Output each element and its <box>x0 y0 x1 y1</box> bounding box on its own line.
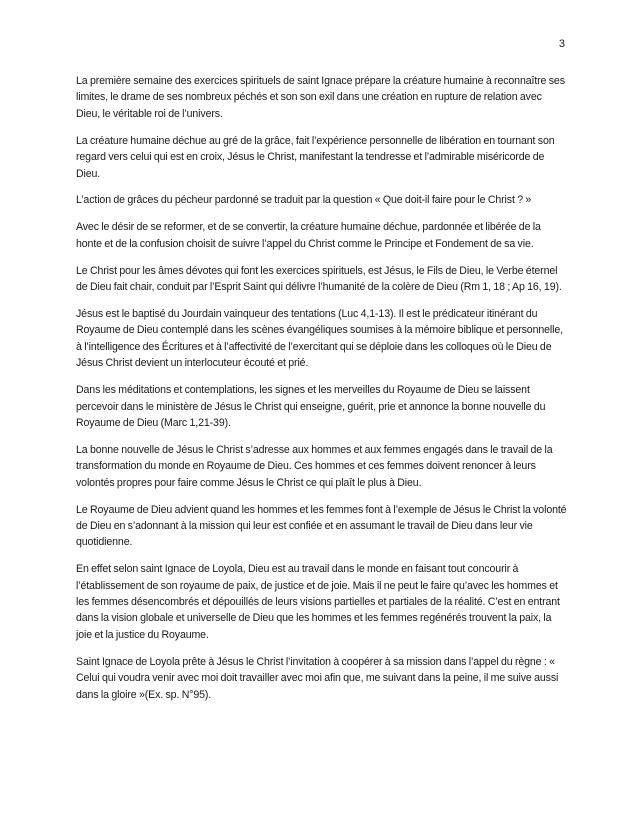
document-body <box>76 73 568 714</box>
paragraph-3: L’action de grâces du pécheur pardonné se traduit par la question « Que doit-il faire pour le Christ ? » <box>76 194 532 207</box>
paragraph-9: Le Royaume de Dieu advient quand les hommes et les femmes font à l’exemple de Jésus le Christ la volonté de Dieu en s’adonnant à la mission qui leur est confiée et en assumant le travail de Dieu dans leur vie quotidienne. <box>76 503 567 549</box>
paragraph-8: La bonne nouvelle de Jésus le Christ s’adresse aux hommes et aux femmes engagés dans le travail de la transformation du monde en Royaume de Dieu. Ces hommes et ces femmes doivent renoncer à leurs volontés propres pour faire comme Jésus le Christ ce qui plaît le plus à Dieu. <box>76 443 553 489</box>
paragraph-10: En effet selon saint Ignace de Loyola, Dieu est au travail dans le monde en faisant tout concourir à l’établissement de son royaume de paix, de justice et de joie. Mais il ne peut le faire qu’avec les hommes et les femmes désencombrés et dépouillés de leurs visions partielles et partiales de la réalité. C’est en entrant dans la vision globale et universelle de Dieu que les hommes et les femmes regénérés trouvent la paix, la joie et la justice du Royaume. <box>76 563 560 641</box>
paragraph-2: La créature humaine déchue au gré de la grâce, fait l’expérience personnelle de libération en tournant son regard vers celui qui est en croix, Jésus le Christ, manifestant la tendresse et l’admirable miséricorde de Dieu. <box>76 134 555 180</box>
paragraph-7: Dans les méditations et contemplations, les signes et les merveilles du Royaume de Dieu se laissent percevoir dans le ministère de Jésus le Christ qui enseigne, guérit, prie et annonce la bonne nouvelle du Royaume de Dieu (Marc 1,21-39). <box>76 384 546 429</box>
paragraph-1: La première semaine des exercices spirituels de saint Ignace prépare la créature humaine à reconnaître ses limites, le drame de ses nombreux péchés et son son exil dans une création en rupture de relation avec Dieu, le véritable roi de l’univers. <box>76 75 565 120</box>
paragraph-4: Avec le désir de se reformer, et de se convertir, la créature humaine déchue, pardonnée et libérée de la honte et de la confusion choisit de suivre l’appel du Christ comme le Principe et Fondement de sa vie. <box>76 221 541 250</box>
paragraph-5: Le Christ pour les âmes dévotes qui font les exercices spirituels, est Jésus, le Fils de Dieu, le Verbe éternel de Dieu fait chair, conduit par l’Esprit Saint qui délivre l’humanité de la colère de Dieu (Rm 1, 18 ; Ap 16, 19). <box>76 264 562 294</box>
paragraph-6: Jésus est le baptisé du Jourdain vainqueur des tentations (Luc 4,1-13). Il est le prédicateur itinérant du Royaume de Dieu contemplé dans les scènes évangéliques soumises à la mémoire biblique et personnelle, à l’intelligence des Écritures et à l’affectivité de l’exercitant qui se déploie dans les colloques où le Dieu de Jésus Christ devient un interlocuteur écouté et prié. <box>76 307 563 370</box>
paragraph-11: Saint Ignace de Loyola prête à Jésus le Christ l’invitation à coopérer à sa mission dans l’appel du règne : « Celui qui voudra venir avec moi doit travailler avec moi afin que, me suivant dans la peine, il me suive aussi dans la gloire »(Ex. sp. N°95). <box>76 655 559 701</box>
page-number: 3 <box>558 38 565 50</box>
